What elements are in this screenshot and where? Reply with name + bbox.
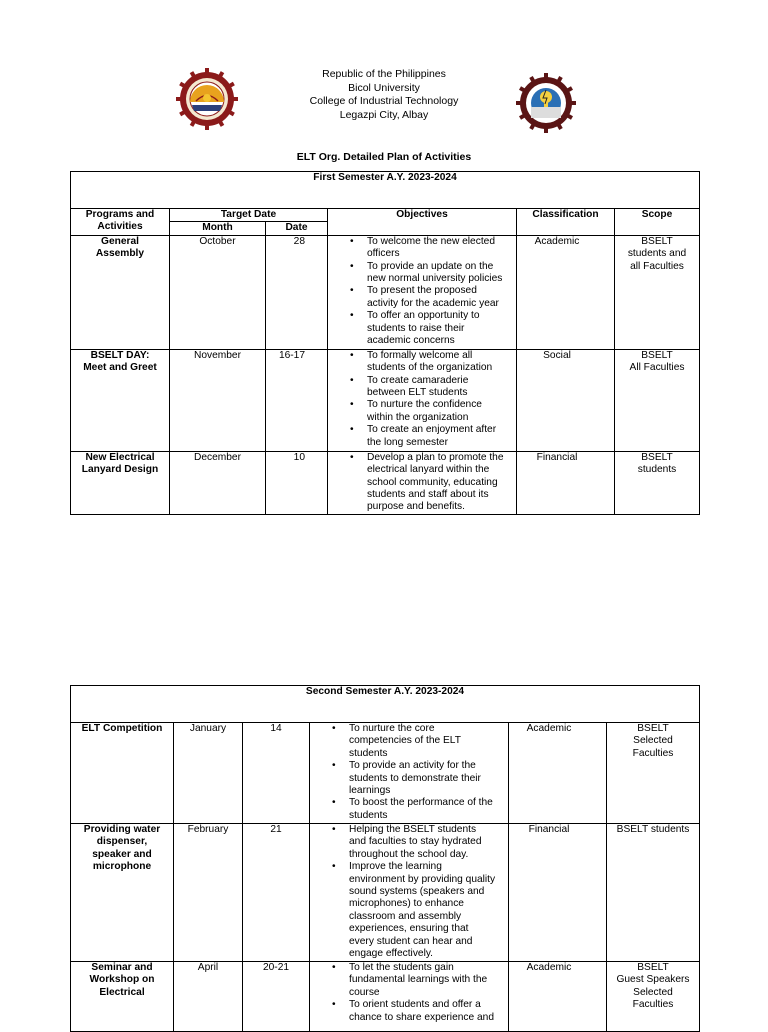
month-cell: November	[170, 349, 266, 451]
scope-cell: BSELT Selected Faculties	[607, 723, 700, 824]
second-semester-table	[70, 685, 700, 1032]
date-cell: 16-17	[266, 349, 328, 451]
date-cell: 14	[243, 723, 310, 824]
objective-item: • To orient students and offer a chance to share experience and	[349, 999, 505, 1024]
classification-cell: Academic	[509, 723, 607, 824]
objective-item: • To present the proposed activity for the academic year	[367, 285, 513, 310]
column-header-objectives: Objectives	[328, 209, 517, 236]
date-cell: 20-21	[243, 962, 310, 1032]
classification-cell: Financial	[517, 451, 615, 514]
objective-item: • Develop a plan to promote the electrical lanyard within the school community, educating students and staff about its purpose and benefits.	[367, 452, 513, 514]
header-country: Republic of the Philippines	[322, 68, 446, 80]
scope-cell: BSELT All Faculties	[615, 349, 700, 451]
organization-seal-logo	[516, 73, 576, 133]
scope-cell: BSELT students	[607, 824, 700, 962]
date-cell: 10	[266, 451, 328, 514]
header-university: Bicol University	[348, 81, 420, 94]
table-row	[71, 824, 700, 962]
column-header-date: Date	[266, 222, 328, 235]
header-address: Legazpi City, Albay	[339, 108, 429, 121]
month-cell: October	[170, 235, 266, 349]
program-cell: General Assembly	[71, 235, 170, 349]
table-row	[71, 723, 700, 824]
month-cell: April	[174, 962, 243, 1032]
column-header-classification: Classification	[517, 209, 615, 236]
scope-cell: BSELT students	[615, 451, 700, 514]
objective-item: • To formally welcome all students of the organization	[367, 350, 513, 375]
objective-item: • To create camaraderie between ELT students	[367, 375, 513, 400]
objective-item: • To boost the performance of the students	[349, 797, 505, 822]
program-cell: New Electrical Lanyard Design	[71, 451, 170, 514]
month-cell: December	[170, 451, 266, 514]
objectives-cell	[328, 349, 517, 451]
first-semester-title: First Semester A.Y. 2023-2024	[71, 172, 700, 209]
objective-item: • To create an enjoyment after the long semester	[367, 424, 513, 449]
scope-cell: BSELT Guest Speakers Selected Faculties	[607, 962, 700, 1032]
column-header-target-date: Target Date	[170, 209, 328, 222]
document-header	[234, 68, 534, 122]
objectives-cell	[328, 235, 517, 349]
classification-cell: Academic	[509, 962, 607, 1032]
objective-item: • To offer an opportunity to students to raise their academic concerns	[367, 310, 513, 347]
column-header-month: Month	[170, 222, 266, 235]
column-header-scope: Scope	[615, 209, 700, 236]
college-seal-logo	[176, 68, 238, 130]
objective-item: • Helping the BSELT students and faculties to stay hydrated throughout the school day.	[349, 824, 505, 861]
objective-item: • To let the students gain fundamental learnings with the course	[349, 962, 505, 999]
classification-cell: Financial	[509, 824, 607, 962]
scope-cell: BSELT students and all Faculties	[615, 235, 700, 349]
classification-cell: Academic	[517, 235, 615, 349]
table-row	[71, 349, 700, 451]
table-row	[71, 235, 700, 349]
month-cell: February	[174, 824, 243, 962]
objectives-cell	[310, 824, 509, 962]
second-semester-title: Second Semester A.Y. 2023-2024	[71, 686, 700, 723]
column-header-programs: Programs and Activities	[71, 209, 170, 236]
table-row	[71, 451, 700, 514]
objective-item: • To welcome the new elected officers	[367, 236, 513, 261]
objectives-cell	[310, 962, 509, 1032]
objective-item: • Improve the learning environment by providing quality sound systems (speakers and microphones) to enhance classroom and assembly experiences, ensuring that every student can hear and engage effectively.	[349, 861, 505, 960]
objective-item: • To nurture the core competencies of the ELT students	[349, 723, 505, 760]
program-cell: Seminar and Workshop on Electrical	[71, 962, 174, 1032]
objectives-cell	[310, 723, 509, 824]
objectives-cell	[328, 451, 517, 514]
table-row	[71, 962, 700, 1032]
program-cell: ELT Competition	[71, 723, 174, 824]
program-cell: Providing water dispenser, speaker and microphone	[71, 824, 174, 962]
program-cell: BSELT DAY: Meet and Greet	[71, 349, 170, 451]
objective-item: • To provide an activity for the students to demonstrate their learnings	[349, 760, 505, 797]
month-cell: January	[174, 723, 243, 824]
date-cell: 21	[243, 824, 310, 962]
document-title: ELT Org. Detailed Plan of Activities	[296, 151, 472, 163]
objective-item: • To nurture the confidence within the organization	[367, 399, 513, 424]
header-college: College of Industrial Technology	[309, 95, 459, 108]
objective-item: • To provide an update on the new normal university policies	[367, 261, 513, 286]
classification-cell: Social	[517, 349, 615, 451]
date-cell: 28	[266, 235, 328, 349]
first-semester-table	[70, 171, 700, 515]
